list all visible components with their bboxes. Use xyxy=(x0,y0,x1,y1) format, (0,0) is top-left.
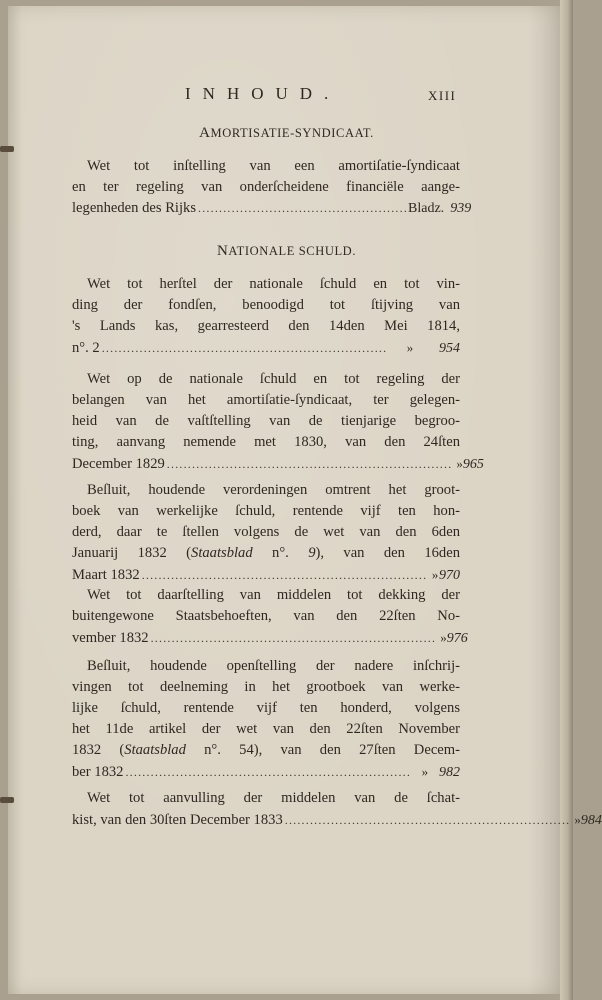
toc-entry xyxy=(72,788,602,831)
binding-thread-mark xyxy=(0,797,14,803)
bladz-label: Bladz. xyxy=(408,201,445,216)
entry-line: ding der fondſen, benoodigd tot ſtijving van xyxy=(72,297,460,313)
entry-line-staatsblad: 1832 (Staatsblad n°. 54), van den 27ſten Decem- xyxy=(72,742,460,758)
entry-line: Beſluit, houdende openſtelling der nadere inſchrij- xyxy=(87,658,460,674)
ditto-marker: » xyxy=(440,630,447,645)
ditto-marker: » xyxy=(406,340,414,355)
toc-entry xyxy=(72,369,484,475)
entry-line-text: Maart 1832 xyxy=(72,567,140,583)
entry-line-text: vember 1832 xyxy=(72,630,149,646)
binding-thread-mark xyxy=(0,146,14,152)
staatsblad-italic: Staatsblad xyxy=(191,545,253,561)
entry-line-text: December 1829 xyxy=(72,456,165,472)
entry-line: buitengewone Staatsbehoeften, van den 22ſten No- xyxy=(72,608,460,624)
entry-line: Wet tot herſtel der nationale ſchuld en tot vin- xyxy=(87,276,460,292)
entry-line: boek van werkelijke ſchuld, rentende vijf ten hon- xyxy=(72,503,460,519)
page-edge xyxy=(560,0,573,1000)
page-ref-number: 982 xyxy=(439,765,460,780)
entry-line: Wet tot aanvulling der middelen van de ſchat- xyxy=(87,790,460,806)
toc-entry xyxy=(72,585,468,649)
entry-line: ting, aanvang nemende met 1830, van den 24ſten xyxy=(72,434,460,450)
page-ref-number: 984 xyxy=(580,813,602,828)
dot-leader: .................................................. xyxy=(198,201,409,215)
entry-line: Wet tot daarſtelling van middelen tot dekking der xyxy=(87,587,460,603)
ditto-marker: » xyxy=(421,764,429,779)
entry-line: Beſluit, houdende verordeningen omtrent het groot- xyxy=(87,482,460,498)
entry-line-text: legenheden des Rijks xyxy=(72,200,197,216)
page-ref-number: 976 xyxy=(446,631,468,646)
dot-leader: .................................................................... xyxy=(166,457,453,471)
entry-line: lijke ſchuld, rentende vijf ten honderd, volgens xyxy=(72,700,460,716)
dot-leader: .................................................................... xyxy=(101,341,388,355)
section-heading xyxy=(0,125,573,142)
heading-initial: A xyxy=(199,125,211,141)
page-number: XIII xyxy=(428,88,457,103)
entry-line-text: n°. 2 xyxy=(72,340,100,356)
ditto-marker: » xyxy=(456,456,463,471)
dot-leader: .................................................................... xyxy=(150,631,437,645)
heading-text: MORTISATIE-SYNDICAAT. xyxy=(210,126,374,140)
entry-last-line xyxy=(72,453,484,475)
entry-line: Wet op de nationale ſchuld en tot regeling der xyxy=(87,371,460,387)
entry-line: het 11de artikel der wet van den 22ſten November xyxy=(72,721,460,737)
entry-last-line xyxy=(72,809,602,831)
entry-line: vingen tot deelneming in het grootboek van werke- xyxy=(72,679,460,695)
heading-text: ATIONALE SCHULD. xyxy=(228,244,357,258)
page-ref-number: 939 xyxy=(450,201,472,216)
dot-leader: .................................................................... xyxy=(141,568,428,582)
entry-last-line xyxy=(72,564,460,586)
entry-last-line xyxy=(72,761,460,783)
entry-line: belangen van het amortiſatie-ſyndicaat, ter gelegen- xyxy=(72,392,460,408)
entry-last-line xyxy=(72,337,460,359)
page-ref-number: 954 xyxy=(439,341,460,356)
toc-entry xyxy=(72,656,460,783)
entry-line: 's Lands kas, gearresteerd den 14den Mei 1814, xyxy=(72,318,460,334)
heading-initial: N xyxy=(216,243,229,259)
section-heading xyxy=(0,243,573,260)
entry-line-text: ber 1832 xyxy=(72,764,124,780)
entry-line: Wet tot inſtelling van een amortiſatie-ſyndicaat xyxy=(87,158,460,174)
page-reference xyxy=(408,198,471,219)
dot-leader: .................................................................... xyxy=(284,813,571,827)
toc-entry xyxy=(72,480,460,586)
toc-entry xyxy=(72,156,472,219)
entry-line: heid van de vaſtſtelling van de tienjarige begroo- xyxy=(72,413,460,429)
running-title: INHOUD. xyxy=(185,84,341,103)
ditto-marker: » xyxy=(431,567,439,582)
entry-last-line xyxy=(72,198,472,219)
entry-line: derd, daar te ſtellen volgens de wet van den 6den xyxy=(72,524,460,540)
dot-leader: .................................................................... xyxy=(125,765,412,779)
toc-entry xyxy=(72,274,460,359)
entry-line-text: kist, van den 30ſten December 1833 xyxy=(72,812,283,828)
entry-line-staatsblad: Januarij 1832 (Staatsblad n°. 9), van den 16den xyxy=(72,545,460,561)
ditto-marker: » xyxy=(574,812,581,827)
page-ref-number: 970 xyxy=(439,568,460,583)
entry-line: en ter regeling van onderſcheidene financiële aange- xyxy=(72,179,460,195)
staatsblad-italic: Staatsblad xyxy=(124,742,186,758)
page-ref-number: 965 xyxy=(462,457,484,472)
entry-last-line xyxy=(72,627,468,649)
